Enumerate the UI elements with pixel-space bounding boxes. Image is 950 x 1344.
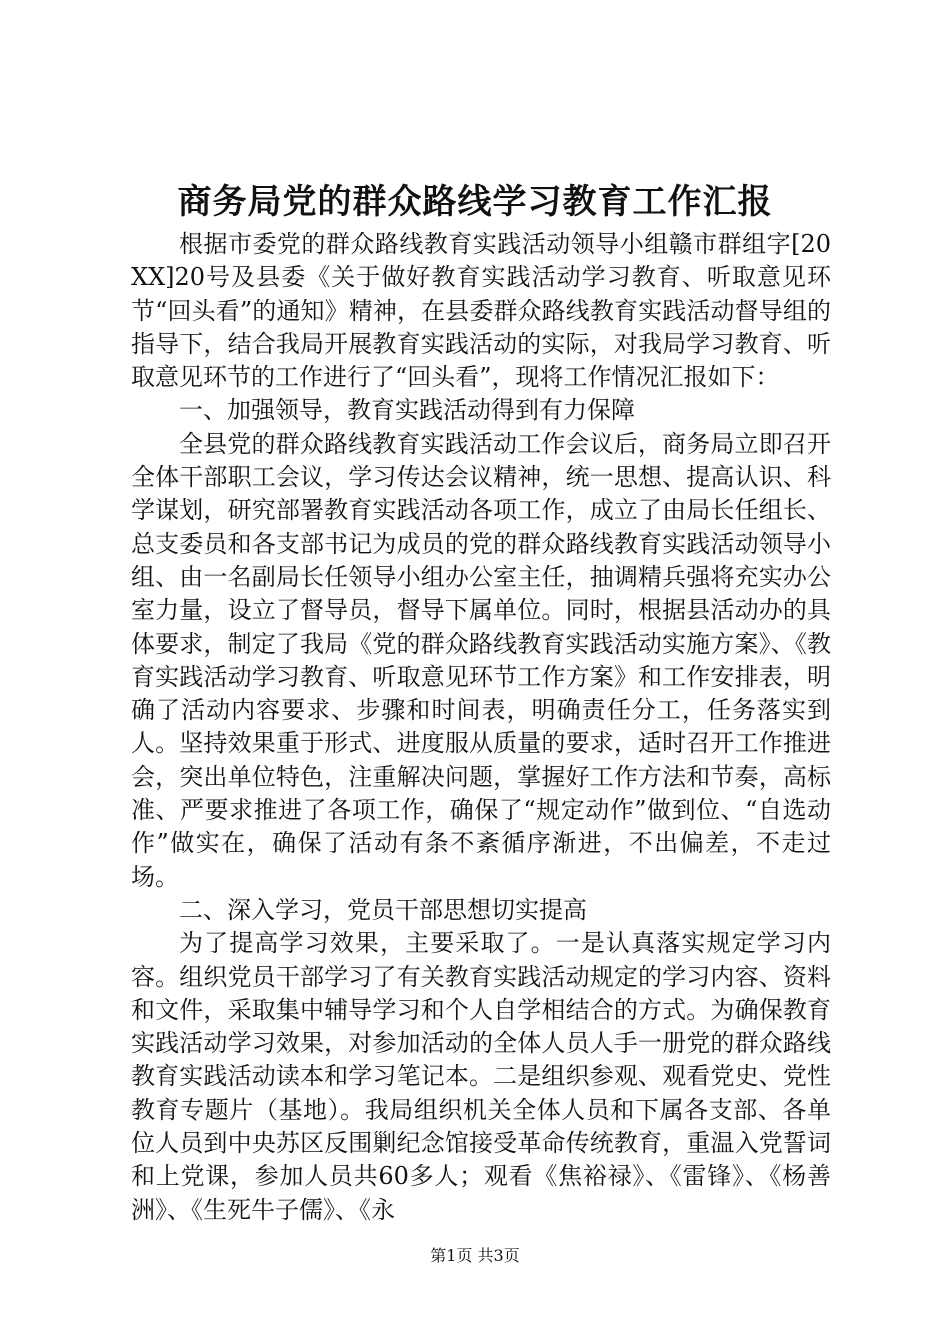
paragraph-intro: 根据市委党的群众路线教育实践活动领导小组赣市群组字[20XX]20号及县委《关于做好教育实践活动学习教育、听取意见环节“回头看”的通知》精神，在县委群众路线教育实践活动督导组的指导下，结合我局开展教育实践活动的实际，对我局学习教育、听取意见环节的工作进行了“回头看”，现将工作情况汇报如下：: [131, 230, 831, 392]
document-body: [131, 228, 831, 1227]
page-number-footer: 第1页 共3页: [430, 1246, 520, 1265]
document-title: 商务局党的群众路线学习教育工作汇报: [177, 182, 773, 222]
paragraph-section-1: 全县党的群众路线教育实践活动工作会议后，商务局立即召开全体干部职工会议，学习传达会议精神，统一思想、提高认识、科学谋划，研究部署教育实践活动各项工作，成立了由局长任组长、总支委员和各支部书记为成员的党的群众路线教育实践活动领导小组、由一名副局长任领导小组办公室主任，抽调精兵强将充实办公室力量，设立了督导员，督导下属单位。同时，根据县活动办的具体要求，制定了我局《党的群众路线教育实践活动实施方案》、《教育实践活动学习教育、听取意见环节工作方案》和工作安排表，明确了活动内容要求、步骤和时间表，明确责任分工，任务落实到人。坚持效果重于形式、进度服从质量的要求，适时召开工作推进会，突出单位特色，注重解决问题，掌握好工作方法和节奏，高标准、严要求推进了各项工作，确保了“规定动作”做到位、“自选动作”做实在，确保了活动有条不紊循序渐进，不出偏差，不走过场。: [131, 429, 831, 891]
section-heading-2: 二、深入学习，党员干部思想切实提高: [179, 895, 587, 924]
paragraph-section-2: 为了提高学习效果，主要采取了。一是认真落实规定学习内容。组织党员干部学习了有关教育实践活动规定的学习内容、资料和文件，采取集中辅导学习和个人自学相结合的方式。为确保教育实践活动学习效果，对参加活动的全体人员人手一册党的群众路线教育实践活动读本和学习笔记本。二是组织参观、观看党史、党性教育专题片（基地）。我局组织机关全体人员和下属各支部、各单位人员到中央苏区反围剿纪念馆接受革命传统教育，重温入党誓词和上党课，参加人员共60多人；观看《焦裕禄》、《雷锋》、《杨善洲》、《生死牛子儒》、《永: [131, 929, 831, 1224]
section-heading-1: 一、加强领导，教育实践活动得到有力保障: [179, 396, 635, 425]
